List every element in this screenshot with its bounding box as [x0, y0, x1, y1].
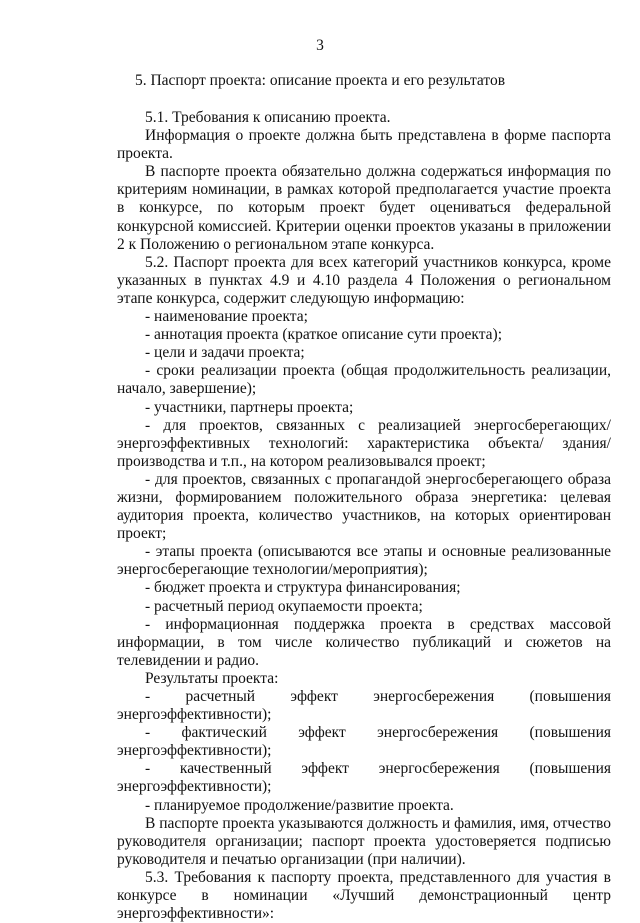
paragraph: Результаты проекта: [145, 669, 279, 687]
list-item: - фактический эффект энергосбережения (повышения энергоэффективности); [117, 724, 611, 760]
page-number: 3 [316, 37, 324, 54]
list-item: - для проектов, связанных с пропагандой энергосберегающего образа жизни, формированием положительного образа энергетика: целевая аудитория проекта, количество участников, на которых ориентирован проект; [117, 470, 611, 543]
list-item: - бюджет проекта и структура финансирования; [145, 579, 461, 597]
paragraph: Информация о проекте должна быть представлена в форме паспорта проекта. [117, 127, 611, 163]
list-item: - качественный эффект энергосбережения (повышения энергоэффективности); [117, 760, 611, 796]
list-item: - расчетный эффект энергосбережения (повышения энергоэффективности); [117, 688, 611, 724]
list-item: - аннотация проекта (краткое описание сути проекта); [145, 326, 503, 344]
list-item: - наименование проекта; [145, 308, 308, 326]
paragraph: В паспорте проекта обязательно должна содержаться информация по критериям номинации, в рамках которой предполагается участие проекта в конкурсе, по которым проект будет оцениваться федеральной конкурсной комиссией. Критерии оценки проектов указаны в приложении 2 к Положению о региональном этапе конкурса. [117, 163, 611, 253]
document-body [117, 109, 611, 923]
list-item: - расчетный период окупаемости проекта; [145, 597, 423, 615]
list-item: - информационная поддержка проекта в средствах массовой информации, в том числе количество публикаций и сюжетов на телевидении и радио. [117, 615, 611, 669]
list-item: - для проектов, связанных с реализацией энергосберегающих/ энергоэффективных технологий: характеристика объекта/ здания/ производства и т.п., на котором реализовывался проект; [117, 416, 611, 470]
paragraph: В паспорте проекта указываются должность и фамилия, имя, отчество руководителя организации; паспорт проекта удостоверяется подписью руководителя и печатью организации (при наличии). [117, 814, 611, 868]
paragraph: 5.3. Требования к паспорту проекта, представленного для участия в конкурсе в номинации «Лучший демонстрационный центр энергоэффективности»: [117, 868, 611, 923]
list-item: - сроки реализации проекта (общая продолжительность реализации, начало, завершение); [117, 362, 611, 398]
list-item: - этапы проекта (описываются все этапы и основные реализованные энергосберегающие технологии/мероприятия); [117, 543, 611, 579]
list-item: - планируемое продолжение/развитие проекта. [145, 796, 454, 814]
paragraph: 5.1. Требования к описанию проекта. [145, 109, 391, 126]
list-item: - цели и задачи проекта; [145, 344, 305, 362]
paragraph: 5.2. Паспорт проекта для всех категорий участников конкурса, кроме указанных в пунктах 4.9 и 4.10 раздела 4 Положения о региональном этапе конкурса, содержит следующую информацию: [117, 253, 611, 307]
list-item: - участники, партнеры проекта; [145, 398, 354, 416]
section-title: 5. Паспорт проекта: описание проекта и его результатов [134, 72, 506, 89]
